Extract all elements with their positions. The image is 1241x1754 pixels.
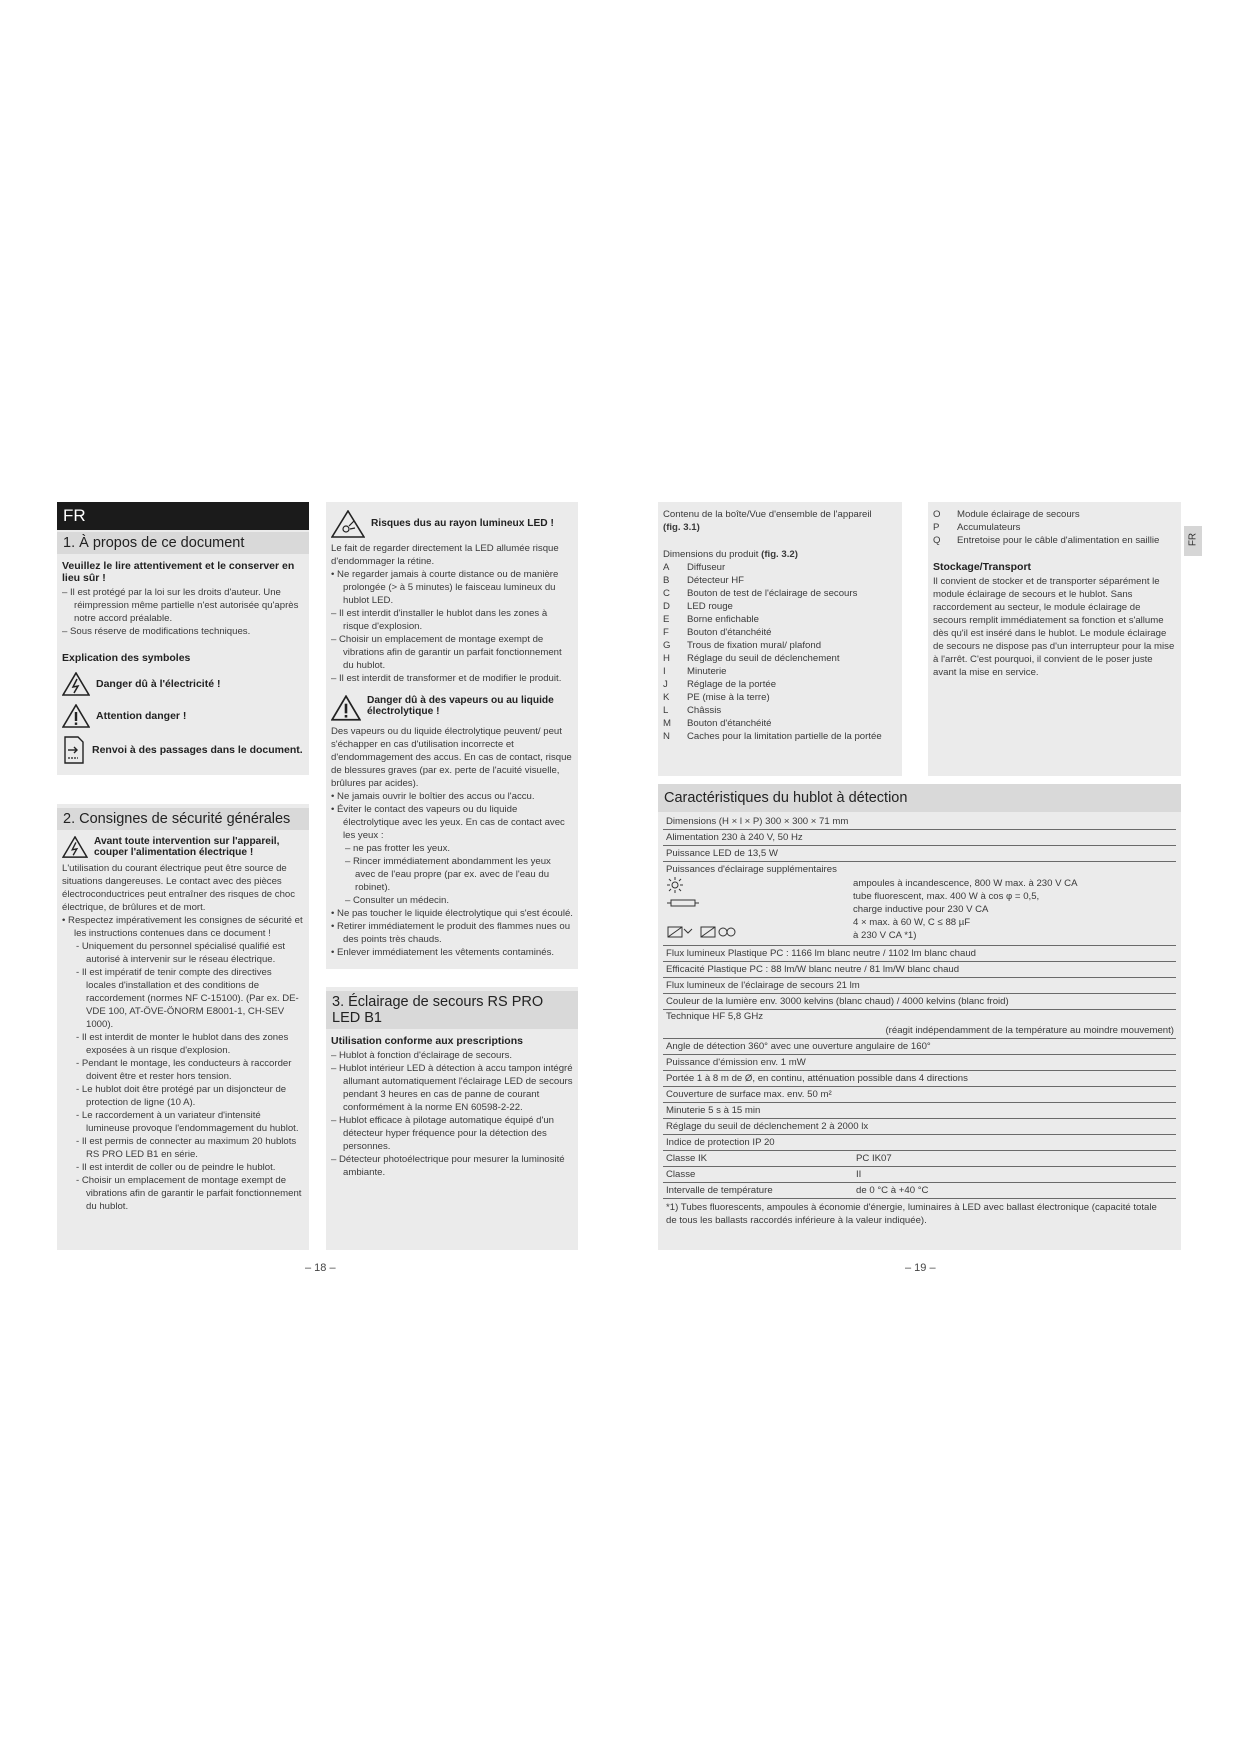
symbol-attention-label: Attention danger !	[96, 710, 187, 722]
page-number-left: – 18 –	[305, 1262, 336, 1274]
electric-warning-icon	[62, 836, 88, 858]
vapour-sub-item: – Consulter un médecin.	[345, 895, 449, 906]
symbol-electricity	[62, 672, 304, 696]
vapour-sub-item: – Rincer immédiatement abondamment les yeux avec de l'eau propre (par ex. avec de l'eau du robinet).	[345, 856, 551, 893]
power-row: à 230 V CA *1)	[853, 930, 917, 941]
dims-fig: (fig. 3.2)	[761, 549, 798, 560]
spec-row: Minuterie 5 s à 15 min	[663, 1103, 1176, 1119]
led-item: – Il est interdit d'installer le hublot dans les zones à risque d'explosion.	[331, 608, 548, 632]
part-item: D LED rouge	[663, 601, 733, 612]
spec-row: Puissance d'émission env. 1 mW	[663, 1055, 1176, 1071]
vapour-sub-item: – ne pas frotter les yeux.	[345, 843, 451, 854]
power-row: charge inductive pour 230 V CA	[853, 904, 989, 915]
vapour-warning-title: Danger dû à des vapeurs ou au liquide électrolytique !	[367, 695, 554, 717]
vapour-item: • Ne pas toucher le liquide électrolytique qui s'est écoulé.	[331, 908, 573, 919]
spec-row: Classe IK PC IK07	[663, 1151, 1176, 1167]
led-radiation-warning-icon	[331, 510, 365, 538]
vapour-item: • Retirer immédiatement le produit des flammes nues ou des points très chauds.	[331, 921, 571, 945]
about-item: – Sous réserve de modifications techniques.	[62, 626, 251, 637]
section-2-title: 2. Consignes de sécurité générales	[57, 808, 309, 830]
language-side-tab: FR	[1184, 526, 1202, 556]
contents-overview	[658, 502, 902, 776]
s3-item: – Hublot intérieur LED à détection à accu tampon intégré allumant automatiquement l'éclairage LED de secours pendant 3 heures en cas de panne de courant conformément à la norme EN 60598-2-22.	[331, 1063, 573, 1113]
part-item: K PE (mise à la terre)	[663, 692, 770, 703]
part-item: P Accumulateurs	[933, 522, 1021, 533]
s3-item: – Hublot efficace à pilotage automatique équipé d'un détecteur hyper fréquence pour la détection des personnes.	[331, 1115, 555, 1152]
part-item: M Bouton d'étanchéité	[663, 718, 772, 729]
document-reference-icon	[62, 736, 86, 764]
spec-row: Intervalle de température de 0 °C à +40 °C	[663, 1183, 1176, 1199]
part-item: J Réglage de la portée	[663, 679, 777, 690]
storage-column	[928, 502, 1181, 776]
fluorescent-tube-icon	[667, 899, 699, 907]
safety-intro: L'utilisation du courant électrique peut être source de situations dangereuses. Le contact avec des pièces électroconductrices peut entraîner des risques de choc électrique, de brûlures et de mort.	[62, 863, 296, 913]
hf-label: Technique HF 5,8 GHz	[666, 1011, 764, 1022]
led-intro: Le fait de regarder directement la LED allumée risque d'endommager la rétine.	[331, 543, 559, 567]
spec-row: Efficacité Plastique PC : 88 lm/W blanc neutre / 81 lm/W blanc chaud	[663, 962, 1176, 978]
power-title: Puissances d'éclairage supplémentaires	[666, 864, 837, 875]
safety-sub-item: - Il est interdit de monter le hublot dans des zones exposées à un risque d'explosion.	[76, 1032, 289, 1056]
safety-sub-item: - Il est interdit de coller ou de peindre le hublot.	[76, 1162, 276, 1173]
s3-subtitle: Utilisation conforme aux prescriptions	[331, 1035, 523, 1047]
footnote: *1) Tubes fluorescents, ampoules à économie d'énergie, luminaires à LED avec ballast électronique (capacité totale de tous les ballasts raccordés inférieure à la valeur indiquée).	[666, 1202, 1157, 1226]
spec-row: Classe II	[663, 1167, 1176, 1183]
safety-sub-item: - Uniquement du personnel spécialisé qualifié est autorisé à intervenir sur le réseau électrique.	[76, 941, 286, 965]
part-item: Q Entretoise pour le câble d'alimentation en saillie	[933, 535, 1160, 546]
spec-row: Alimentation 230 à 240 V, 50 Hz	[663, 830, 1176, 846]
led-warning-title: Risques dus au rayon lumineux LED !	[371, 518, 554, 529]
spec-row: Couleur de la lumière env. 3000 kelvins (blanc chaud) / 4000 kelvins (blanc froid)	[663, 994, 1176, 1010]
specs-table	[658, 784, 1181, 1250]
vapour-item: • Enlever immédiatement les vêtements contaminés.	[331, 947, 555, 958]
s3-item: – Hublot à fonction d'éclairage de secours.	[331, 1050, 513, 1061]
led-luminaire-icon	[667, 925, 743, 939]
safety-sub-item: - Pendant le montage, les conducteurs à raccorder doivent être et rester hors tension.	[76, 1058, 292, 1082]
safety-sub-item: - Choisir un emplacement de montage exempt de vibrations afin de garantir le parfait fonctionnement du hublot.	[76, 1175, 302, 1212]
spec-row: Indice de protection IP 20	[663, 1135, 1176, 1151]
symbols-title: Explication des symboles	[62, 652, 191, 664]
spec-row: Angle de détection 360° avec une ouverture angulaire de 160°	[663, 1039, 1176, 1055]
spec-row: Puissance LED de 13,5 W	[663, 846, 1176, 862]
section-risks	[326, 502, 578, 1250]
s3-item: – Détecteur photoélectrique pour mesurer la luminosité ambiante.	[331, 1154, 565, 1178]
power-row: tube fluorescent, max. 400 W à cos φ = 0,5,	[853, 891, 1040, 902]
storage-text: Il convient de stocker et de transporter séparément le module éclairage de secours et le hublot. Sans raccordement au secteur, le module éclairage de secours remplit immédiatement sa fonction et s'allume dès qu'il est inséré dans le hublot. Le module éclairage de secours ne dispose pas d'un interrupteur pour la mise à l'arrêt. C'est pourquoi, il convient de le poser juste avant la mise en service.	[933, 576, 1175, 678]
vapour-intro: Des vapeurs ou du liquide électrolytique peuvent/ peut s'échapper en cas d'utilisation incorrecte et d'endommagement des accus. En cas de contact, risque de blessures graves (par ex. perte de l'acuité visuelle, brûlures par acides).	[331, 726, 572, 789]
language-banner: FR	[57, 502, 309, 530]
led-item: • Ne regarder jamais à courte distance ou de manière prolongée (> à 5 minutes) le faisceau lumineux du hublot LED.	[331, 569, 559, 606]
power-row: 4 × max. à 60 W, C ≤ 88 µF	[853, 917, 971, 928]
hf-block	[663, 1010, 1176, 1039]
electric-warning-icon	[62, 672, 90, 696]
safety-warning	[62, 836, 304, 858]
part-item: G Trous de fixation mural/ plafond	[663, 640, 822, 651]
incandescent-bulb-icon	[667, 877, 683, 893]
symbol-reference-label: Renvoi à des passages dans le document.	[92, 744, 303, 756]
dims-line	[663, 548, 897, 561]
safety-sub-item: - Le hublot doit être protégé par un disjoncteur de protection de ligne (10 A).	[76, 1084, 287, 1108]
spec-row: Flux lumineux Plastique PC : 1166 lm blanc neutre / 1102 lm blanc chaud	[663, 946, 1176, 962]
contents-fig: (fig. 3.1)	[663, 522, 700, 533]
symbol-attention	[62, 704, 304, 728]
power-row: ampoules à incandescence, 800 W max. à 230 V CA	[853, 878, 1078, 889]
section-3-title: 3. Éclairage de secours RS PRO LED B1	[326, 991, 578, 1029]
spec-row: Portée 1 à 8 m de Ø, en continu, atténuation possible dans 4 directions	[663, 1071, 1176, 1087]
storage-title: Stockage/Transport	[933, 561, 1032, 573]
vapour-warning	[331, 695, 573, 721]
safety-sub-item: - Il est permis de connecter au maximum 20 hublots RS PRO LED B1 en série.	[76, 1136, 297, 1160]
spec-row: Flux lumineux de l'éclairage de secours 21 lm	[663, 978, 1176, 994]
about-item: – Il est protégé par la loi sur les droits d'auteur. Une réimpression même partielle n'est autorisée qu'après notre accord préalable.	[62, 587, 299, 624]
safety-sub-item: - Le raccordement à un variateur d'intensité lumineuse provoque l'endommagement du hublot.	[76, 1110, 299, 1134]
vapour-item: • Éviter le contact des vapeurs ou du liquide électrolytique avec les yeux. En cas de contact avec les yeux :	[331, 804, 565, 841]
spec-row: Dimensions (H × l × P) 300 × 300 × 71 mm	[663, 814, 1176, 830]
part-item: F Bouton d'étanchéité	[663, 627, 772, 638]
hf-note: (réagit indépendamment de la température au moindre mouvement)	[885, 1025, 1174, 1036]
spec-row: Réglage du seuil de déclenchement 2 à 2000 lx	[663, 1119, 1176, 1135]
specs-title: Caractéristiques du hublot à détection	[658, 784, 1181, 812]
part-item: N Caches pour la limitation partielle de la portée	[663, 731, 882, 742]
spec-row: Couverture de surface max. env. 50 m²	[663, 1087, 1176, 1103]
part-item: B Détecteur HF	[663, 575, 745, 586]
safety-warning-text: Avant toute intervention sur l'appareil, couper l'alimentation électrique !	[94, 836, 280, 858]
part-item: I Minuterie	[663, 666, 727, 677]
attention-warning-icon	[331, 695, 361, 721]
section-safety	[57, 804, 309, 1250]
symbol-reference	[62, 736, 304, 764]
dims-title: Dimensions du produit	[663, 549, 759, 560]
led-item: – Il est interdit de transformer et de modifier le produit.	[331, 673, 562, 684]
contents-title: Contenu de la boîte/Vue d'ensemble de l'appareil	[663, 509, 872, 520]
vapour-item: • Ne jamais ouvrir le boîtier des accus ou l'accu.	[331, 791, 535, 802]
symbol-electricity-label: Danger dû à l'électricité !	[96, 678, 221, 690]
part-item: A Diffuseur	[663, 562, 726, 573]
safety-bullet: • Respectez impérativement les consignes de sécurité et les instructions contenues dans ce document !	[62, 915, 303, 939]
safety-sub-item: - Il est impératif de tenir compte des directives locales d'installation et des conditions de raccordement (normes NF C-15100). (Par ex. DE-VDE 100, AT-ÖVE-ÖNORM E8001-1, CH-SEV 1000).	[76, 967, 299, 1030]
about-lead: Veuillez le lire attentivement et le conserver en lieu sûr !	[62, 560, 295, 584]
attention-warning-icon	[62, 704, 90, 728]
section-about	[57, 502, 309, 775]
led-item: – Choisir un emplacement de montage exempt de vibrations afin de garantir un parfait fonctionnement du hublot.	[331, 634, 562, 671]
part-item: C Bouton de test de l'éclairage de secours	[663, 588, 858, 599]
power-block	[663, 877, 1176, 946]
part-item: E Borne enfichable	[663, 614, 760, 625]
part-item: O Module éclairage de secours	[933, 509, 1080, 520]
led-warning	[331, 510, 573, 538]
part-item: L Châssis	[663, 705, 722, 716]
part-item: H Réglage du seuil de déclenchement	[663, 653, 840, 664]
section-1-title: 1. À propos de ce document	[57, 532, 309, 554]
page-number-right: – 19 –	[905, 1262, 936, 1274]
